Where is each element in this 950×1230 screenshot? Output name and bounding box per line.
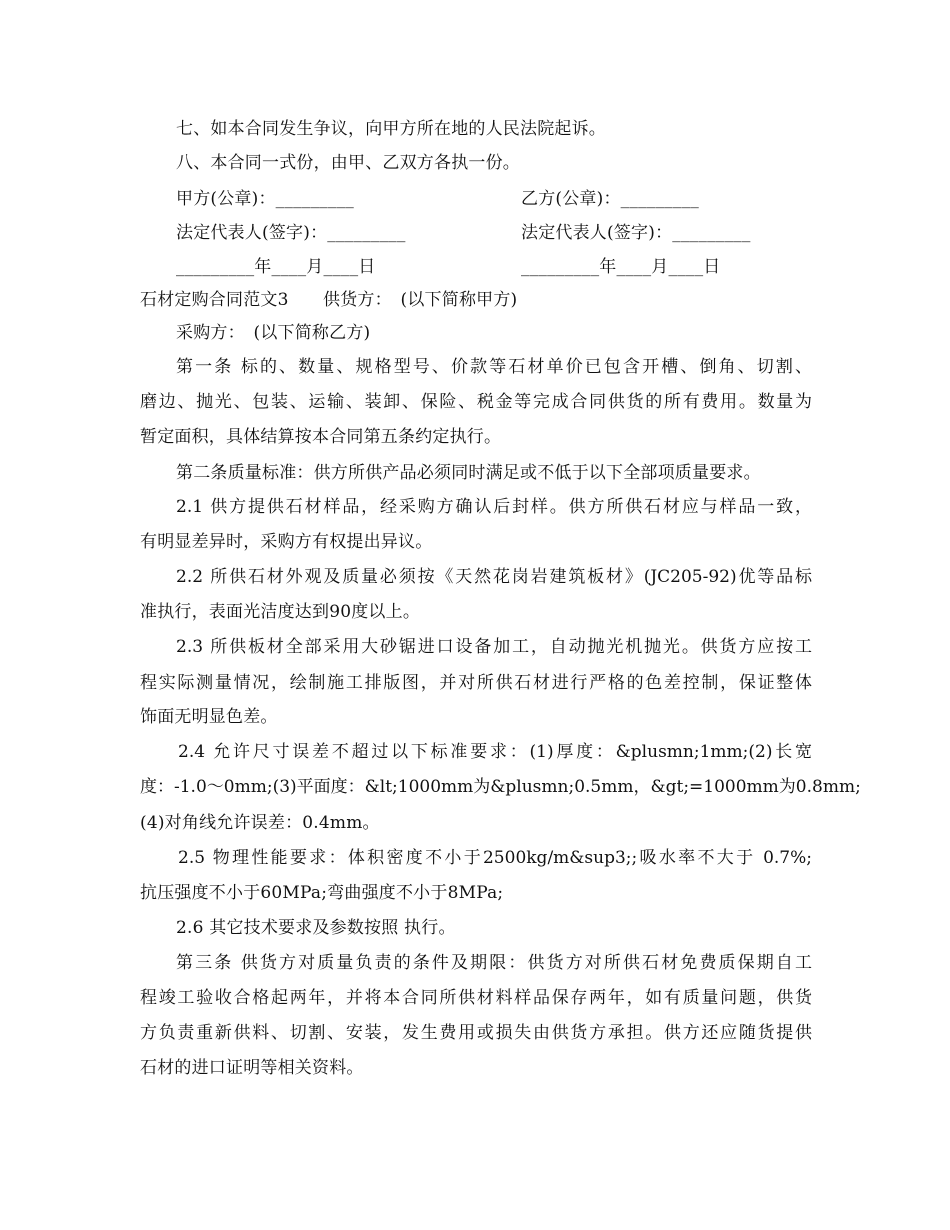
item-2-6: 2.6 其它技术要求及参数按照 执行。 — [176, 918, 456, 938]
item-2-5-line-1: 2.5 物理性能要求：体积密度不小于2500kg/m&sup3;;吸水率不大于 0.7%; — [178, 848, 812, 868]
item-2-2-line-1: 2.2 所供石材外观及质量必须按《天然花岗岩建筑板材》(JC205-92)优等品标 — [176, 567, 812, 587]
item-2-3-line-2: 程实际测量情况，绘制施工排版图，并对所供石材进行严格的色差控制，保证整体 — [140, 673, 812, 693]
item-2-1-line-1: 2.1 供方提供石材样品，经采购方确认后封样。供方所供石材应与样品一致， — [176, 497, 812, 517]
item-2-3-line-1: 2.3 所供板材全部采用大砂锯进口设备加工，自动抛光机抛光。供货方应按工 — [176, 637, 812, 657]
sample-3-heading: 石材定购合同范文3 供货方： (以下简称甲方) — [140, 290, 518, 310]
item-2-4-line-1: 2.4 允许尺寸误差不超过以下标准要求：(1)厚度：&plusmn;1mm;(2)长宽 — [178, 742, 812, 762]
article-3-line-3: 方负责重新供料、切割、安装，发生费用或损失由供货方承担。供方还应随货提供 — [140, 1023, 812, 1043]
article-1-line-1: 第一条 标的、数量、规格型号、价款等石材单价已包含开槽、倒角、切割、 — [176, 357, 812, 377]
item-2-2-line-2: 准执行，表面光洁度达到90度以上。 — [140, 602, 421, 622]
party-b-date: _________年____月____日 — [521, 257, 721, 277]
item-2-3-line-3: 饰面无明显色差。 — [140, 707, 278, 727]
item-2-4-line-2: 度：-1.0～0mm;(3)平面度：&lt;1000mm为&plusmn;0.5mm，&gt;=1000mm为0.8mm; — [140, 777, 861, 797]
article-1-line-2: 磨边、抛光、包装、运输、装卸、保险、税金等完成合同供货的所有费用。数量为 — [140, 392, 812, 412]
item-2-5-line-2: 抗压强度不小于60MPa;弯曲强度不小于8MPa; — [140, 883, 504, 903]
clause-7: 七、如本合同发生争议，向甲方所在地的人民法院起诉。 — [176, 119, 606, 139]
article-1-line-3: 暂定面积，具体结算按本合同第五条约定执行。 — [140, 427, 502, 447]
article-3-line-2: 程竣工验收合格起两年，并将本合同所供材料样品保存两年，如有质量问题，供货 — [140, 988, 812, 1008]
article-2: 第二条质量标准：供方所供产品必须同时满足或不低于以下全部项质量要求。 — [176, 463, 761, 483]
article-3-line-1: 第三条 供货方对质量负责的条件及期限：供货方对所供石材免费质保期自工 — [176, 953, 812, 973]
article-3-line-4: 石材的进口证明等相关资料。 — [140, 1058, 364, 1078]
party-b-seal: 乙方(公章)：_________ — [521, 189, 699, 209]
party-b-representative: 法定代表人(签字)：_________ — [521, 223, 751, 243]
party-a-representative: 法定代表人(签字)：_________ — [176, 223, 406, 243]
item-2-4-line-3: (4)对角线允许误差：0.4mm。 — [140, 813, 380, 833]
buyer-line: 采购方： (以下简称乙方) — [176, 323, 371, 343]
clause-8: 八、本合同一式份，由甲、乙双方各执一份。 — [176, 153, 520, 173]
party-a-date: _________年____月____日 — [176, 257, 376, 277]
item-2-1-line-2: 有明显差异时，采购方有权提出异议。 — [140, 532, 433, 552]
party-a-seal: 甲方(公章)：_________ — [176, 189, 354, 209]
